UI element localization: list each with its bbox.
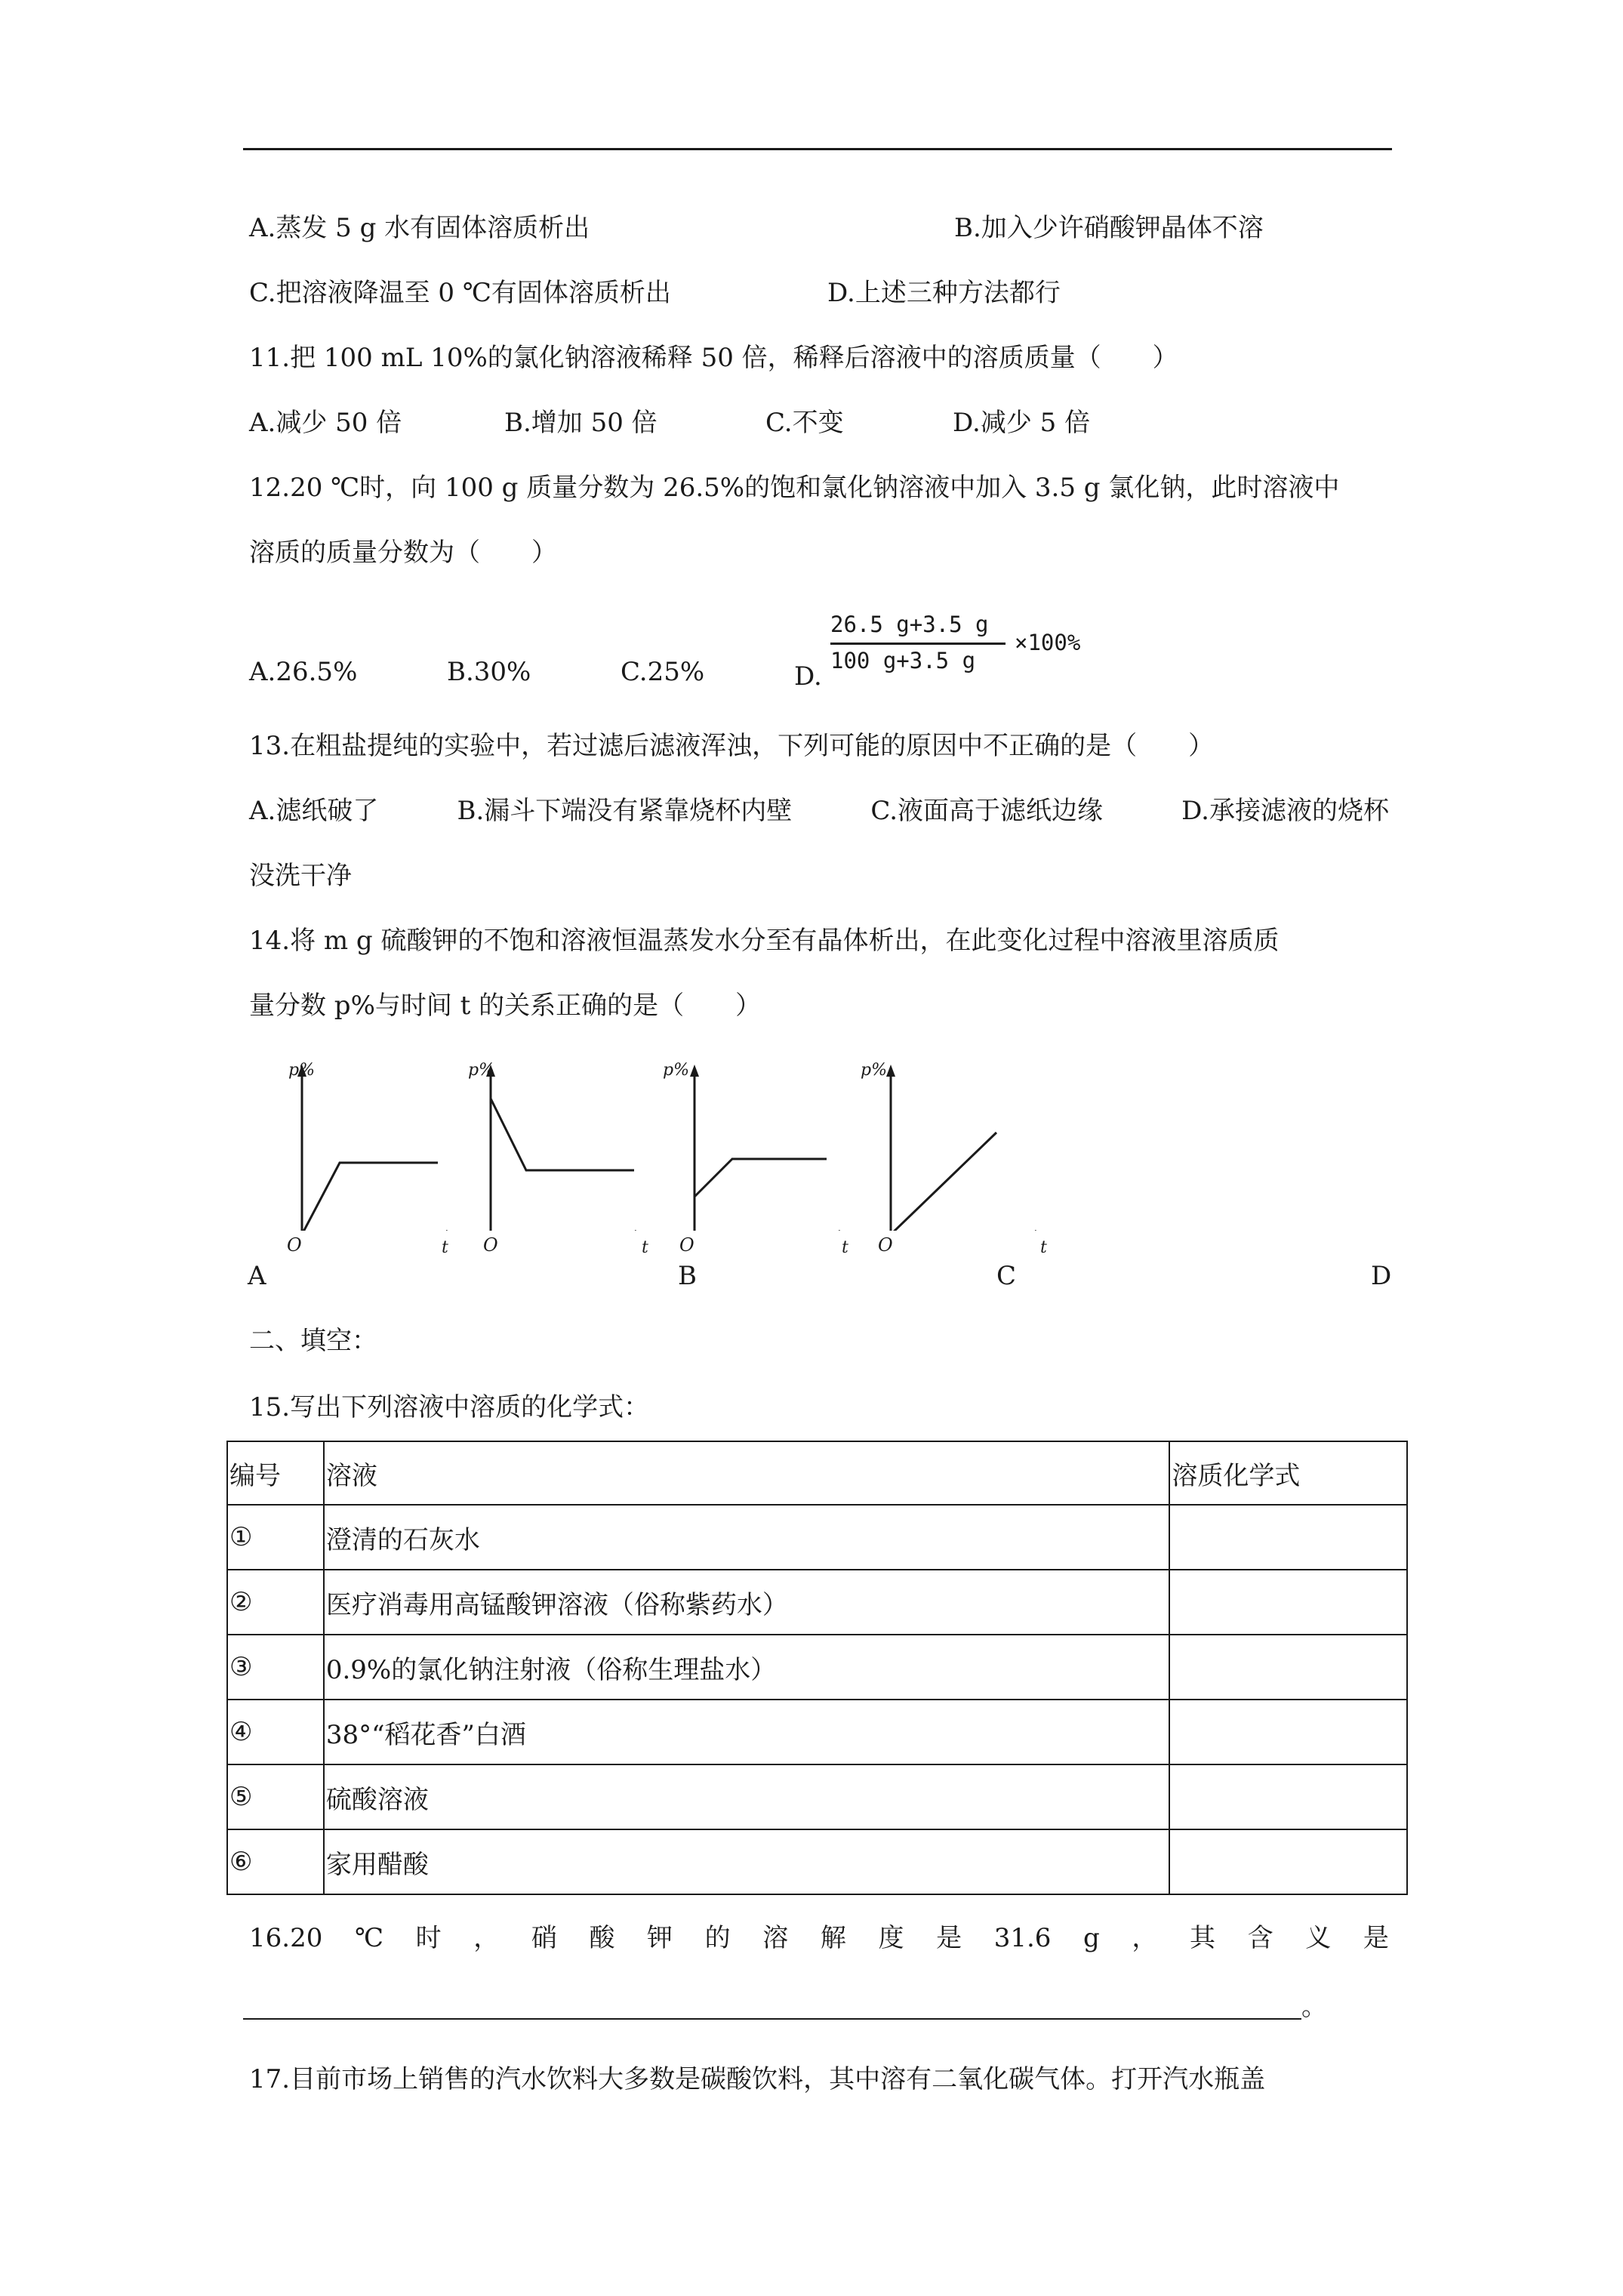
graph-b-origin: O [483,1234,498,1256]
table-header-cell: 溶质化学式 [1169,1441,1407,1505]
table-header-cell: 编号 [227,1441,324,1505]
header-rule [243,148,1392,150]
graph-a-origin: O [287,1234,302,1256]
q12-option-c: C.25% [621,657,705,687]
graph-b [472,1057,645,1231]
graph-c [676,1057,849,1231]
graph-d-y-label: p% [861,1061,887,1080]
q13-option-d: D.承接滤液的烧杯 [1181,796,1389,826]
graph-a-curve [302,1163,438,1231]
graph-a-x-label: t [442,1238,448,1257]
table-cell-solution: 38°“稻花香”白酒 [324,1700,1170,1764]
table-cell-solution: 0.9%的氯化钠注射液（俗称生理盐水） [324,1635,1170,1700]
graph-label-c: C [996,1261,1017,1291]
q16-token: 其 [1190,1923,1215,1953]
graph-label-b: B [678,1261,697,1291]
graph-d-curve [891,1133,996,1231]
q11-stem: 11.把 100 mL 10%的氯化钠溶液稀释 50 倍，稀释后溶液中的溶质质量（ ） [249,343,1178,373]
q12-stem-line1: 12.20 ℃时，向 100 g 质量分数为 26.5%的饱和氯化钠溶液中加入 3.5 g 氯化钠，此时溶液中 [249,473,1340,503]
graph-label-a: A [248,1261,266,1291]
table-cell-formula[interactable] [1169,1700,1407,1764]
q16-token: 硝 [531,1923,557,1953]
q14-stem-line1: 14.将 m g 硫酸钾的不饱和溶液恒温蒸发水分至有晶体析出，在此变化过程中溶液里溶质质 [249,926,1280,956]
table-cell-formula[interactable] [1169,1764,1407,1829]
q16-token: 解 [820,1923,846,1953]
graph-d [872,1057,1046,1231]
table-cell-number: ⑥ [227,1829,324,1894]
table-header-row [227,1441,1407,1505]
q16-token: 酸 [589,1923,615,1953]
graph-b-curve [491,1099,634,1170]
q16-token: 义 [1305,1923,1332,1953]
graph-c-curve [694,1159,827,1197]
q10-option-b: B.加入少许硝酸钾晶体不溶 [954,213,1264,243]
q11-option-d: D.减少 5 倍 [953,408,1091,438]
table-cell-formula[interactable] [1169,1505,1407,1570]
q16-token: ， [473,1923,500,1953]
q17-stem: 17.目前市场上销售的汽水饮料大多数是碳酸饮料，其中溶有二氧化碳气体。打开汽水瓶盖 [249,2064,1266,2094]
q16-answer-blank[interactable] [243,2018,1301,2020]
table-cell-number: ① [227,1505,324,1570]
q16-token: 时 [415,1923,442,1953]
q11-option-a: A.减少 50 倍 [249,408,402,438]
q16-token: 的 [704,1923,731,1953]
graph-b-y-label: p% [468,1061,494,1080]
q16-token: 31.6 [993,1923,1052,1953]
table-cell-solution: 医疗消毒用高锰酸钾溶液（俗称紫药水） [324,1570,1170,1635]
q15-stem: 15.写出下列溶液中溶质的化学式： [249,1392,650,1422]
q16-token: 含 [1247,1923,1273,1953]
graph-c-x-label: t [842,1238,848,1257]
fraction-multiplier: ×100% [1015,630,1081,655]
q10-option-a: A.蒸发 5 g 水有固体溶质析出 [249,213,590,243]
graph-b-x-label: t [642,1238,648,1257]
graph-d-x-label: t [1040,1238,1047,1257]
graph-a-y-label: p% [288,1061,315,1080]
q16-token: ， [1132,1923,1158,1953]
fraction-numerator: 26.5 g+3.5 g [830,612,989,637]
table-header-cell: 溶液 [324,1441,1170,1505]
section-heading: 二、填空： [249,1326,377,1356]
graph-b-x-arrow [635,1230,645,1231]
graph-c-y-arrow [690,1065,699,1077]
fraction-denominator: 100 g+3.5 g [830,648,976,673]
graph-d-x-arrow [1035,1230,1046,1231]
table-cell-number: ⑤ [227,1764,324,1829]
q12-option-d: D. [794,661,822,692]
table-cell-formula[interactable] [1169,1829,1407,1894]
table-cell-number: ② [227,1570,324,1635]
q16-end-mark: 。 [1301,1992,1327,2022]
solute-table [226,1441,1408,1895]
graph-label-d: D [1371,1261,1392,1291]
table-row [227,1505,1407,1570]
q14-stem-line2: 量分数 p%与时间 t 的关系正确的是（ ） [249,991,762,1021]
graph-d-y-arrow [886,1065,895,1077]
q12-option-a: A.26.5% [249,657,358,687]
q13-option-b: B.漏斗下端没有紧靠烧杯内壁 [457,796,793,826]
graph-c-y-label: p% [663,1061,689,1080]
q10-option-c: C.把溶液降温至 0 ℃有固体溶质析出 [249,278,671,308]
graph-a-x-arrow [446,1230,457,1231]
q11-option-b: B.增加 50 倍 [504,408,658,438]
fraction-bar [830,643,1006,645]
q16-token: 是 [1363,1923,1389,1953]
q16-token: 度 [878,1923,904,1953]
q11-option-c: C.不变 [765,408,844,438]
graph-c-origin: O [679,1234,694,1256]
table-cell-solution: 澄清的石灰水 [324,1505,1170,1570]
q10-option-d: D.上述三种方法都行 [827,278,1061,308]
q13-option-c: C.液面高于滤纸边缘 [870,796,1104,826]
q16-stem [249,1922,1389,1955]
q13-options-row [249,794,1389,827]
table-row [227,1764,1407,1829]
q13-options-line2: 没洗干净 [249,861,352,891]
q16-token: ℃ [354,1923,383,1953]
q12-stem-line2: 溶质的质量分数为（ ） [249,538,557,568]
graph-a [283,1057,457,1231]
table-cell-formula[interactable] [1169,1570,1407,1635]
q16-token: g [1083,1923,1100,1953]
table-row [227,1700,1407,1764]
table-cell-formula[interactable] [1169,1635,1407,1700]
q16-token: 16.20 [249,1923,323,1953]
q16-token: 溶 [762,1923,789,1953]
graph-d-origin: O [878,1234,893,1256]
table-row [227,1635,1407,1700]
table-row [227,1570,1407,1635]
q16-token: 钾 [647,1923,673,1953]
q13-stem: 13.在粗盐提纯的实验中，若过滤后滤液浑浊，下列可能的原因中不正确的是（ ） [249,731,1215,761]
q12-option-b: B.30% [447,657,531,687]
table-cell-solution: 家用醋酸 [324,1829,1170,1894]
table-cell-number: ④ [227,1700,324,1764]
q16-token: 是 [936,1923,962,1953]
table-cell-solution: 硫酸溶液 [324,1764,1170,1829]
table-row [227,1829,1407,1894]
table-cell-number: ③ [227,1635,324,1700]
graph-c-x-arrow [839,1230,849,1231]
q13-option-a: A.滤纸破了 [249,796,379,826]
